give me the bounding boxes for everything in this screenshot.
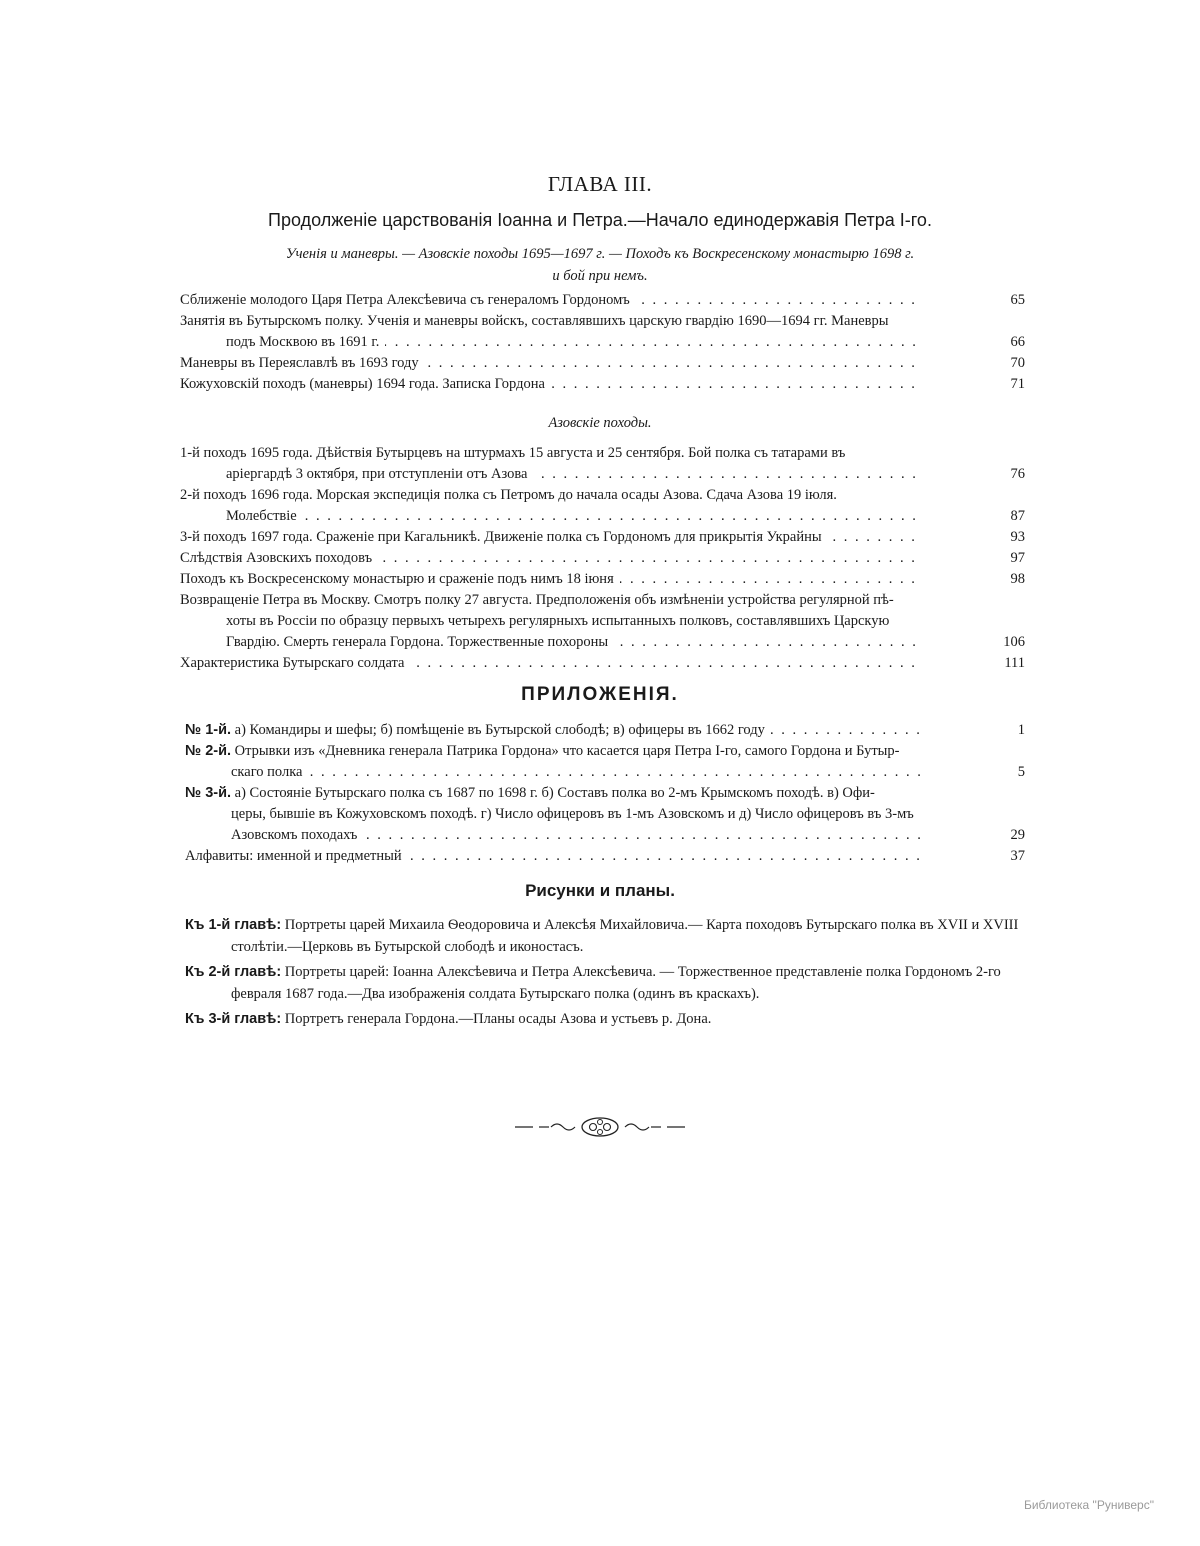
toc-entry	[180, 485, 1025, 527]
appendix-entry-text: Отрывки изъ «Дневника генерала Патрика Гордона» что касается царя Петра І-го, самого Гордона и Бутыр-	[234, 743, 900, 759]
appendix-entry-text: Алфавиты: именной и предметный	[185, 848, 408, 864]
azov-section-title: Азовскіе походы.	[548, 415, 652, 431]
appendix-entry-text: Азовскомъ походахъ	[231, 827, 363, 843]
toc-entry-text: Характеристика Бутырскаго солдата	[180, 655, 410, 671]
toc-entry	[180, 290, 1025, 311]
toc-entry-page: 97	[1010, 550, 1025, 566]
figures-label: Къ 1-й главѣ:	[185, 917, 282, 933]
toc-entry-text: 3-й походъ 1697 года. Сраженіе при Кагальникѣ. Движеніе полка съ Гордономъ для прикрытія Украйны	[180, 529, 828, 545]
figures-entry	[185, 1008, 1025, 1030]
figures-label: Къ 2-й главѣ:	[185, 964, 282, 980]
appendix-entry	[185, 720, 1025, 741]
toc-entry-text: Слѣдствія Азовскихъ походовъ	[180, 550, 378, 566]
toc-entry	[180, 527, 1025, 548]
toc-entry-page: 98	[1010, 571, 1025, 587]
toc-entry-page: 76	[1010, 466, 1025, 482]
toc-entry-text: Молебствіе	[226, 508, 303, 524]
appendix-list	[185, 720, 1025, 867]
figures-entry	[185, 914, 1025, 958]
toc-entry-page: 66	[1010, 334, 1025, 350]
appendix-entry-text: а) Командиры и шефы; б) помѣщеніе въ Бутырской слободѣ; в) офицеры въ 1662 году	[234, 722, 765, 738]
decorative-ornament-icon	[0, 1116, 1200, 1143]
chapter-topics	[200, 243, 1000, 287]
library-watermark: Библиотека "Руниверс"	[1023, 1498, 1154, 1512]
appendix-entry-page: 29	[1010, 827, 1025, 843]
toc-entry-text: 1-й походъ 1695 года. Дѣйствія Бутырцевъ на штурмахъ 15 августа и 25 сентября. Бой полка съ татарами въ	[180, 445, 846, 461]
toc-entry-page: 111	[1004, 655, 1025, 671]
toc-entry	[180, 443, 1025, 485]
toc-entry-text: Занятія въ Бутырскомъ полку. Ученія и маневры войскъ, составлявшихъ царскую гвардію 1690—1694 гг. Маневры	[180, 313, 889, 329]
appendix-entry	[185, 741, 1025, 783]
toc-entry-text: Гвардію. Смерть генерала Гордона. Торжественные похороны	[226, 634, 614, 650]
toc-part2	[180, 443, 1025, 674]
appendix-entry-page: 1	[1017, 722, 1025, 738]
toc-entry-text: Маневры въ Переяславлѣ въ 1693 году	[180, 355, 425, 371]
figures-entry-text: Портреты царей: Іоанна Алексѣевича и Петра Алексѣевича. — Торжественное представленіе полка Гордономъ 2-го февраля 1687 года.—Два изображенія солдата Бутырскаго полка (одинъ въ краскахъ).	[231, 964, 1001, 1002]
appendix-entry-text: церы, бывшіе въ Кожуховскомъ походѣ. г) Число офицеровъ въ 1-мъ Азовскомъ и д) Число офицеровъ въ 3-мъ	[231, 806, 914, 822]
chapter-subtitle: Продолженіе царствованія Іоанна и Петра.—Начало единодержавія Петра І-го.	[268, 210, 932, 230]
toc-entry-page: 65	[1010, 292, 1025, 308]
toc-entry-text: подъ Москвою въ 1691 г.	[226, 334, 385, 350]
toc-entry	[180, 353, 1025, 374]
appendix-entry-text: скаго полка	[231, 764, 308, 780]
toc-entry-text: Походъ къ Воскресенскому монастырю и сраженіе подъ нимъ 18 іюня	[180, 571, 620, 587]
toc-entry-page: 70	[1010, 355, 1025, 371]
appendix-entry	[185, 783, 1025, 846]
toc-entry-text: Возвращеніе Петра въ Москву. Смотръ полку 27 августа. Предположенія объ измѣненіи устройства регулярной пѣ-	[180, 592, 894, 608]
toc-entry	[180, 653, 1025, 674]
toc-entry	[180, 374, 1025, 395]
appendix-entry	[185, 846, 1025, 867]
toc-entry-page: 106	[1003, 634, 1025, 650]
figures-title: Рисунки и планы.	[525, 881, 675, 900]
figures-list	[185, 914, 1025, 1033]
figures-label: Къ 3-й главѣ:	[185, 1011, 282, 1027]
toc-entry-page: 93	[1010, 529, 1025, 545]
chapter-topics-line: и бой при немъ.	[552, 268, 648, 284]
toc-part1	[180, 290, 1025, 395]
appendix-label: № 1-й.	[185, 722, 232, 738]
figures-entry-text: Портреты царей Михаила Ѳеодоровича и Алексѣя Михайловича.— Карта походовъ Бутырскаго полка въ XVII и XVIII столѣтіи.—Церковь въ Бутырской слободѣ и иконостасъ.	[231, 917, 1019, 955]
toc-entry	[180, 590, 1025, 653]
appendix-title: ПРИЛОЖЕНІЯ.	[521, 684, 679, 705]
appendix-label: № 2-й.	[185, 743, 232, 759]
toc-entry	[180, 311, 1025, 353]
toc-entry-page: 71	[1010, 376, 1025, 392]
chapter-topics-line: Ученія и маневры. — Азовскіе походы 1695—1697 г. — Походъ къ Воскресенскому монастырю 1698 г.	[285, 246, 915, 262]
appendix-label: № 3-й.	[185, 785, 232, 801]
chapter-title: ГЛАВА III.	[547, 172, 653, 196]
toc-entry-text: хоты въ Россіи по образцу первыхъ четырехъ регулярныхъ испытанныхъ полковъ, составлявшихъ Царскую	[226, 613, 890, 629]
appendix-entry-page: 37	[1010, 848, 1025, 864]
toc-entry	[180, 548, 1025, 569]
toc-entry-text: аріергардѣ 3 октября, при отступленіи отъ Азова	[226, 466, 533, 482]
appendix-entry-page: 5	[1017, 764, 1025, 780]
toc-entry-text: Кожуховскій походъ (маневры) 1694 года. Записка Гордона	[180, 376, 551, 392]
figures-entry	[185, 961, 1025, 1005]
appendix-entry-text: а) Состояніе Бутырскаго полка съ 1687 по 1698 г. б) Составъ полка во 2-мъ Крымскомъ походѣ. в) Офи-	[234, 785, 875, 801]
toc-entry	[180, 569, 1025, 590]
toc-entry-text: Сближеніе молодого Царя Петра Алексѣевича съ генераломъ Гордономъ	[180, 292, 636, 308]
toc-entry-text: 2-й походъ 1696 года. Морская экспедиція полка съ Петромъ до начала осады Азова. Сдача Азова 19 іюля.	[180, 487, 837, 503]
figures-entry-text: Портретъ генерала Гордона.—Планы осады Азова и устьевъ р. Дона.	[284, 1011, 712, 1027]
toc-entry-page: 87	[1010, 508, 1025, 524]
